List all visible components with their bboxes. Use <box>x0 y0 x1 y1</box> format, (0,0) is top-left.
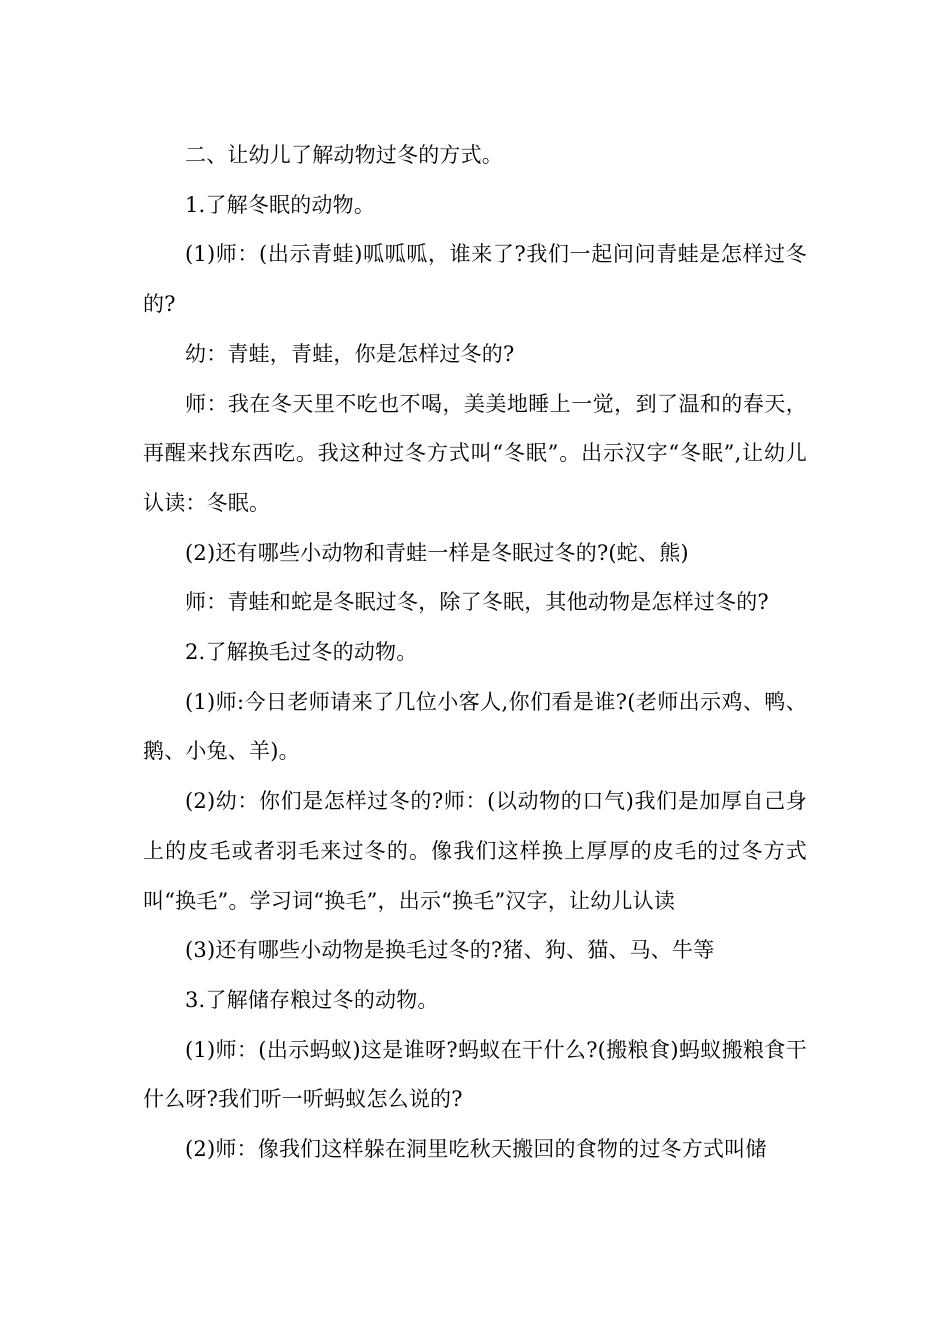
paragraph: (1)师：(出示青蛙)呱呱呱，谁来了?我们一起问问青蛙是怎样过冬的? <box>143 242 807 317</box>
document-body <box>143 131 807 1175</box>
paragraph: (2)师：像我们这样躲在洞里吃秋天搬回的食物的过冬方式叫储 <box>185 1137 767 1162</box>
paragraph: (1)师：(出示蚂蚁)这是谁呀?蚂蚁在干什么?(搬粮食)蚂蚁搬粮食干什么呀?我们听一听蚂蚁怎么说的? <box>143 1037 807 1112</box>
paragraph: (2)幼：你们是怎样过冬的?师：(以动物的口气)我们是加厚自己身上的皮毛或者羽毛来过冬的。像我们这样换上厚厚的皮毛的过冬方式叫“换毛”。学习词“换毛”，出示“换毛”汉字，让幼儿认读 <box>143 789 807 913</box>
section-heading: 二、让幼儿了解动物过冬的方式。 <box>185 143 503 167</box>
subsection-heading: 1.了解冬眠的动物。 <box>185 192 376 217</box>
paragraph: (3)还有哪些小动物是换毛过冬的?猪、狗、猫、马、牛等 <box>185 938 715 963</box>
subsection-heading: 3.了解储存粮过冬的动物。 <box>185 987 439 1012</box>
paragraph: (1)师:今日老师请来了几位小客人,你们看是谁?(老师出示鸡、鸭、鹅、小兔、羊)。 <box>143 689 807 764</box>
paragraph: 师：青蛙和蛇是冬眠过冬，除了冬眠，其他动物是怎样过冬的? <box>185 590 769 615</box>
paragraph: 幼：青蛙，青蛙，你是怎样过冬的? <box>185 341 515 366</box>
paragraph: (2)还有哪些小动物和青蛙一样是冬眠过冬的?(蛇、熊) <box>185 540 689 565</box>
paragraph: 师：我在冬天里不吃也不喝，美美地睡上一觉，到了温和的春天，再醒来找东西吃。我这种过冬方式叫“冬眠”。出示汉字“冬眠”,让幼儿认读：冬眠。 <box>143 391 807 515</box>
subsection-heading: 2.了解换毛过冬的动物。 <box>185 640 418 665</box>
